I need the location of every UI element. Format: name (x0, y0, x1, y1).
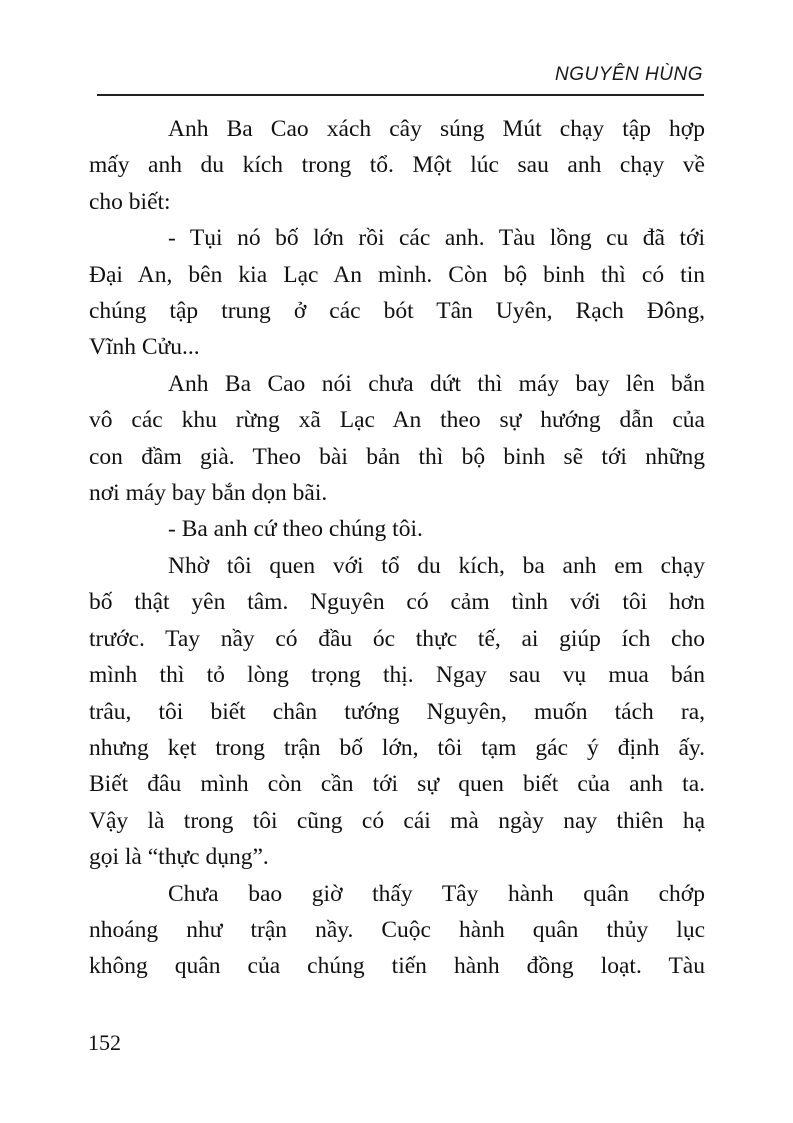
text-line: vô các khu rừng xã Lạc An theo sự hướng dẫn của (89, 407, 705, 434)
text-line: mình thì tỏ lòng trọng thị. Ngay sau vụ mua bán (89, 662, 705, 689)
paragraph (89, 511, 705, 547)
text-line: Đại An, bên kia Lạc An mình. Còn bộ binh thì có tin (89, 261, 705, 288)
text-line: bố thật yên tâm. Nguyên có cảm tình với tôi hơn (89, 589, 705, 616)
text-line: gọi là “thực dụng”. (89, 844, 269, 871)
body-text (89, 111, 705, 985)
text-line: Biết đâu mình còn cần tới sự quen biết của anh ta. (89, 771, 705, 798)
text-line: chúng tập trung ở các bót Tân Uyên, Rạch Đông, (89, 298, 705, 325)
header-rule (97, 94, 704, 96)
text-line: trước. Tay nầy có đầu óc thực tế, ai giúp ích cho (89, 625, 705, 652)
paragraph (89, 111, 705, 220)
text-line: không quân của chúng tiến hành đồng loạt. Tàu (89, 953, 705, 980)
text-line: Chưa bao giờ thấy Tây hành quân chớp (168, 880, 705, 907)
text-line: con đầm già. Theo bài bản thì bộ binh sẽ tới những (89, 443, 705, 470)
text-line: - Ba anh cứ theo chúng tôi. (168, 516, 423, 543)
text-line: mấy anh du kích trong tổ. Một lúc sau anh chạy về (89, 152, 705, 179)
paragraph (89, 876, 705, 985)
paragraph (89, 220, 705, 366)
text-line: nơi máy bay bắn dọn bãi. (89, 480, 328, 507)
paragraph (89, 366, 705, 512)
text-line: Nhờ tôi quen với tổ du kích, ba anh em chạy (168, 552, 705, 579)
text-line: trâu, tôi biết chân tướng Nguyên, muốn tách ra, (89, 698, 705, 725)
paragraph (89, 548, 705, 876)
page-number: 152 (88, 1030, 121, 1055)
text-line: - Tụi nó bố lớn rồi các anh. Tàu lồng cu đã tới (168, 225, 705, 252)
text-line: Vậy là trong tôi cũng có cái mà ngày nay thiên hạ (89, 807, 705, 834)
text-line: Anh Ba Cao nói chưa dứt thì máy bay lên bắn (168, 370, 705, 397)
text-line: nhoáng như trận nầy. Cuộc hành quân thủy lục (89, 916, 705, 943)
text-line: Vĩnh Cửu... (89, 334, 200, 361)
running-header-title: NGUYÊN HÙNG (554, 64, 703, 85)
text-line: Anh Ba Cao xách cây súng Mút chạy tập hợp (168, 116, 705, 142)
text-line: nhưng kẹt trong trận bố lớn, tôi tạm gác ý định ấy. (89, 734, 705, 761)
text-line: cho biết: (89, 188, 171, 215)
